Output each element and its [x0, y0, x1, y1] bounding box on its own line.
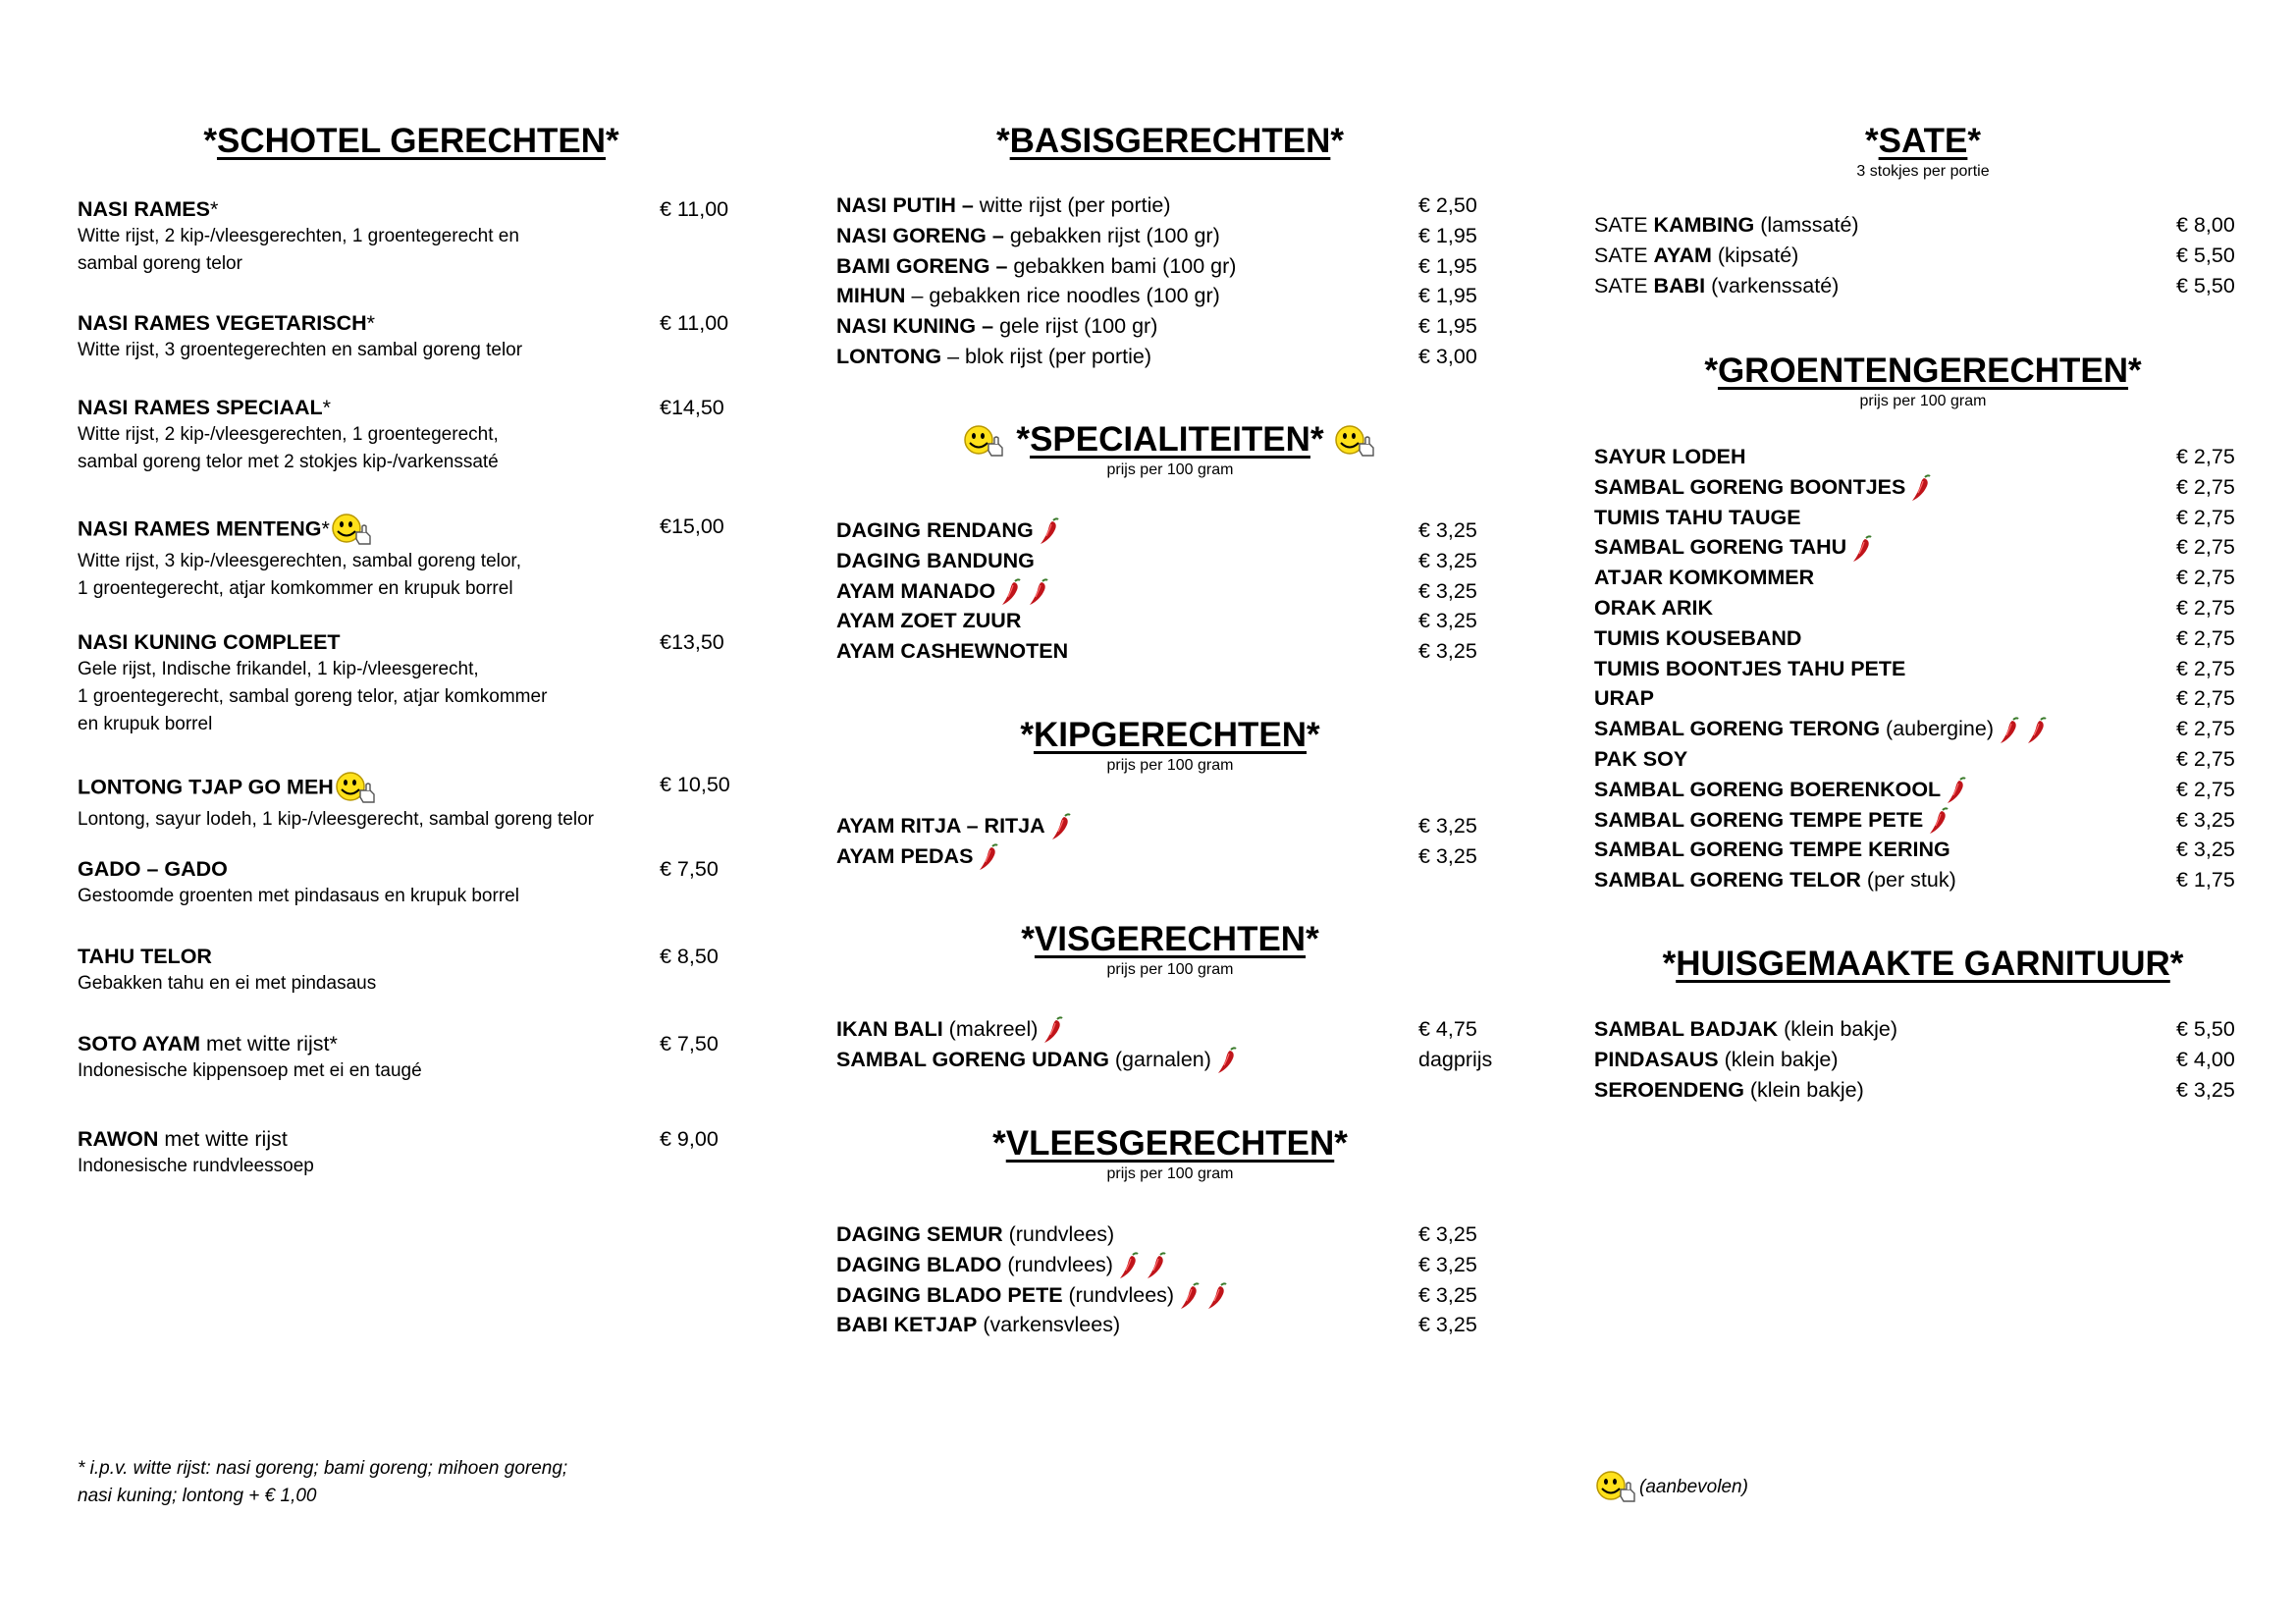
vlees-heading: *VLEESGERECHTEN*: [992, 1124, 1348, 1163]
list-item: IKAN BALI (makreel) € 4,75: [836, 1014, 1504, 1045]
chili-icon: [1117, 1251, 1141, 1280]
garnituur-header: [1594, 945, 2252, 984]
list-item: AYAM ZOET ZUUR € 3,25: [836, 609, 1477, 633]
recommended-legend: [1594, 1470, 1987, 1505]
list-item: SAMBAL GORENG TAHU € 2,75: [1594, 532, 2252, 563]
list-item: AYAM RITJA – RITJA € 3,25: [836, 811, 1504, 841]
list-item: AYAM CASHEWNOTEN € 3,25: [836, 639, 1477, 664]
sate-header: [1594, 122, 2252, 182]
basis-heading: *BASISGERECHTEN*: [996, 122, 1344, 160]
kip-heading: *KIPGERECHTEN*: [1020, 716, 1320, 754]
chili-icon: [1049, 812, 1073, 841]
vis-list: [836, 1014, 1504, 1075]
chili-icon: [1178, 1281, 1201, 1311]
list-item: DAGING BLADO (rundvlees) € 3,25: [836, 1250, 1504, 1280]
list-item: MIHUN – gebakken rice noodles (100 gr) € 1,95: [836, 284, 1477, 308]
list-item: DAGING RENDANG € 3,25: [836, 515, 1504, 546]
groenten-header: [1594, 352, 2252, 411]
vis-subtitle: prijs per 100 gram: [1106, 961, 1234, 978]
list-item: SAMBAL GORENG BOERENKOOL € 2,75: [1594, 775, 2252, 805]
list-item: SAMBAL GORENG BOONTJES € 2,75: [1594, 472, 2252, 503]
specialiteiten-heading: *SPECIALITEITEN*: [836, 420, 1504, 460]
dish-nasi-rames-speciaal: NASI RAMES SPECIAAL* €14,50 Witte rijst, 2 kip-/vleesgerechten, 1 groentegerecht, sambal goreng telor met 2 stokjes kip-/varkenssaté: [78, 396, 724, 472]
chili-icon: [1909, 473, 1933, 503]
chili-icon: [2025, 716, 2049, 745]
dish-soto-ayam: SOTO AYAM met witte rijst* € 7,50 Indonesische kippensoep met ei en taugé: [78, 1032, 719, 1081]
list-item: SATE KAMBING (lamssaté) € 8,00: [1594, 213, 2235, 237]
legend-label: (aanbevolen): [1639, 1477, 1748, 1498]
list-item: SEROENDENG (klein bakje) € 3,25: [1594, 1077, 2235, 1102]
list-item: NASI KUNING – gele rijst (100 gr) € 1,95: [836, 314, 1477, 339]
list-item: SAMBAL GORENG TERONG (aubergine) € 2,75: [1594, 714, 2252, 744]
schotel-heading: *SCHOTEL GERECHTEN*: [203, 122, 619, 160]
list-item: SAMBAL GORENG TEMPE KERING € 3,25: [1594, 838, 2235, 862]
kip-header: [836, 716, 1504, 776]
vlees-header: [836, 1124, 1504, 1184]
chili-icon: [1027, 577, 1050, 607]
list-item: DAGING BANDUNG € 3,25: [836, 548, 1477, 572]
dish-nasi-rames-menteng: NASI RAMES MENTENG* €15,00 Witte rijst, 3 kip-/vleesgerechten, sambal goreng telor, 1 groentegerecht, atjar komkommer en krupuk borrel: [78, 514, 724, 599]
list-item: AYAM PEDAS € 3,25: [836, 841, 1504, 872]
sate-subtitle: 3 stokjes per portie: [1856, 163, 1990, 180]
chili-icon: [1038, 516, 1061, 546]
vis-heading: *VISGERECHTEN*: [1021, 920, 1319, 958]
basis-header: [836, 122, 1504, 161]
dish-lontong-tjap-go-meh: LONTONG TJAP GO MEH € 10,50 Lontong, sayur lodeh, 1 kip-/vleesgerecht, sambal goreng telor: [78, 773, 730, 830]
chili-icon: [977, 842, 1000, 872]
list-item: URAP € 2,75: [1594, 686, 2235, 711]
dish-rawon: RAWON met witte rijst € 9,00 Indonesische rundvleessoep: [78, 1127, 719, 1176]
list-item: PAK SOY € 2,75: [1594, 746, 2235, 771]
chili-icon: [1041, 1015, 1065, 1045]
vlees-subtitle: prijs per 100 gram: [1106, 1165, 1234, 1182]
groenten-list: [1594, 442, 2252, 895]
vlees-list: [836, 1219, 1504, 1340]
chili-icon: [1927, 806, 1950, 836]
vis-header: [836, 920, 1504, 980]
recommended-smiley-icon: [962, 424, 1007, 460]
chili-icon: [1945, 776, 1968, 805]
list-item: PINDASAUS (klein bakje) € 4,00: [1594, 1047, 2235, 1071]
chili-icon: [1145, 1251, 1168, 1280]
groenten-heading: *GROENTENGERECHTEN*: [1704, 352, 2142, 390]
list-item: SAMBAL GORENG TELOR (per stuk) € 1,75: [1594, 868, 2235, 893]
list-item: DAGING SEMUR (rundvlees) € 3,25: [836, 1222, 1477, 1246]
kip-subtitle: prijs per 100 gram: [1106, 757, 1234, 774]
list-item: BABI KETJAP (varkensvlees) € 3,25: [836, 1313, 1477, 1337]
recommended-smiley-icon: [330, 513, 375, 548]
list-item: SAMBAL GORENG UDANG (garnalen) dagprijs: [836, 1045, 1504, 1075]
list-item: SATE AYAM (kipsaté) € 5,50: [1594, 243, 2235, 267]
dish-tahu-telor: TAHU TELOR € 8,50 Gebakken tahu en ei met pindasaus: [78, 945, 719, 994]
list-item: TUMIS KOUSEBAND € 2,75: [1594, 625, 2235, 650]
recommended-smiley-icon: [334, 771, 379, 806]
list-item: NASI PUTIH – witte rijst (per portie) € 2,50: [836, 193, 1477, 217]
dish-nasi-rames: NASI RAMES* € 11,00 Witte rijst, 2 kip-/vleesgerechten, 1 groentegerecht en sambal goreng telor: [78, 197, 729, 274]
chili-icon: [1850, 534, 1874, 564]
dish-gado-gado: GADO – GADO € 7,50 Gestoomde groenten met pindasaus en krupuk borrel: [78, 857, 719, 906]
list-item: LONTONG – blok rijst (per portie) € 3,00: [836, 344, 1477, 368]
rice-substitution-footnote: * i.p.v. witte rijst: nasi goreng; bami goreng; mihoen goreng; nasi kuning; lontong + € 1,00: [78, 1458, 568, 1506]
list-item: ATJAR KOMKOMMER € 2,75: [1594, 566, 2235, 590]
chili-icon: [1205, 1281, 1229, 1311]
garnituur-heading: *HUISGEMAAKTE GARNITUUR*: [1662, 945, 2184, 983]
dish-nasi-kuning-compleet: NASI KUNING COMPLEET €13,50 Gele rijst, Indische frikandel, 1 kip-/vleesgerecht, 1 groentegerecht, sambal goreng telor, atjar komkommer en krupuk borrel: [78, 630, 724, 734]
kip-list: [836, 811, 1504, 872]
list-item: SAMBAL GORENG TEMPE PETE € 3,25: [1594, 805, 2252, 836]
recommended-smiley-icon: [1594, 1470, 1639, 1505]
chili-icon: [1215, 1046, 1239, 1075]
list-item: TUMIS BOONTJES TAHU PETE € 2,75: [1594, 656, 2235, 680]
list-item: SAYUR LODEH € 2,75: [1594, 445, 2235, 468]
list-item: ORAK ARIK € 2,75: [1594, 595, 2235, 620]
list-item: NASI GORENG – gebakken rijst (100 gr) € 1,95: [836, 223, 1477, 247]
list-item: BAMI GORENG – gebakken bami (100 gr) € 1,95: [836, 253, 1477, 278]
list-item: TUMIS TAHU TAUGE € 2,75: [1594, 505, 2235, 529]
list-item: DAGING BLADO PETE (rundvlees) € 3,25: [836, 1280, 1504, 1311]
specialiteiten-header: [836, 420, 1504, 480]
specialiteiten-list: [836, 515, 1504, 667]
sate-list: [1594, 210, 2252, 300]
recommended-smiley-icon: [1333, 424, 1378, 460]
basis-list: [836, 190, 1504, 372]
specialiteiten-subtitle: prijs per 100 gram: [1106, 461, 1234, 478]
chili-icon: [999, 577, 1023, 607]
groenten-subtitle: prijs per 100 gram: [1859, 393, 1987, 409]
garnituur-list: [1594, 1014, 2252, 1105]
chili-icon: [1998, 716, 2021, 745]
list-item: SAMBAL BADJAK (klein bakje) € 5,50: [1594, 1017, 2235, 1041]
dish-nasi-rames-vegetarisch: NASI RAMES VEGETARISCH* € 11,00 Witte rijst, 3 groentegerechten en sambal goreng telor: [78, 311, 729, 360]
schotel-header: [78, 122, 745, 161]
list-item: SATE BABI (varkenssaté) € 5,50: [1594, 273, 2235, 298]
sate-heading: *SATE*: [1865, 122, 1981, 160]
list-item: AYAM MANADO € 3,25: [836, 576, 1504, 607]
